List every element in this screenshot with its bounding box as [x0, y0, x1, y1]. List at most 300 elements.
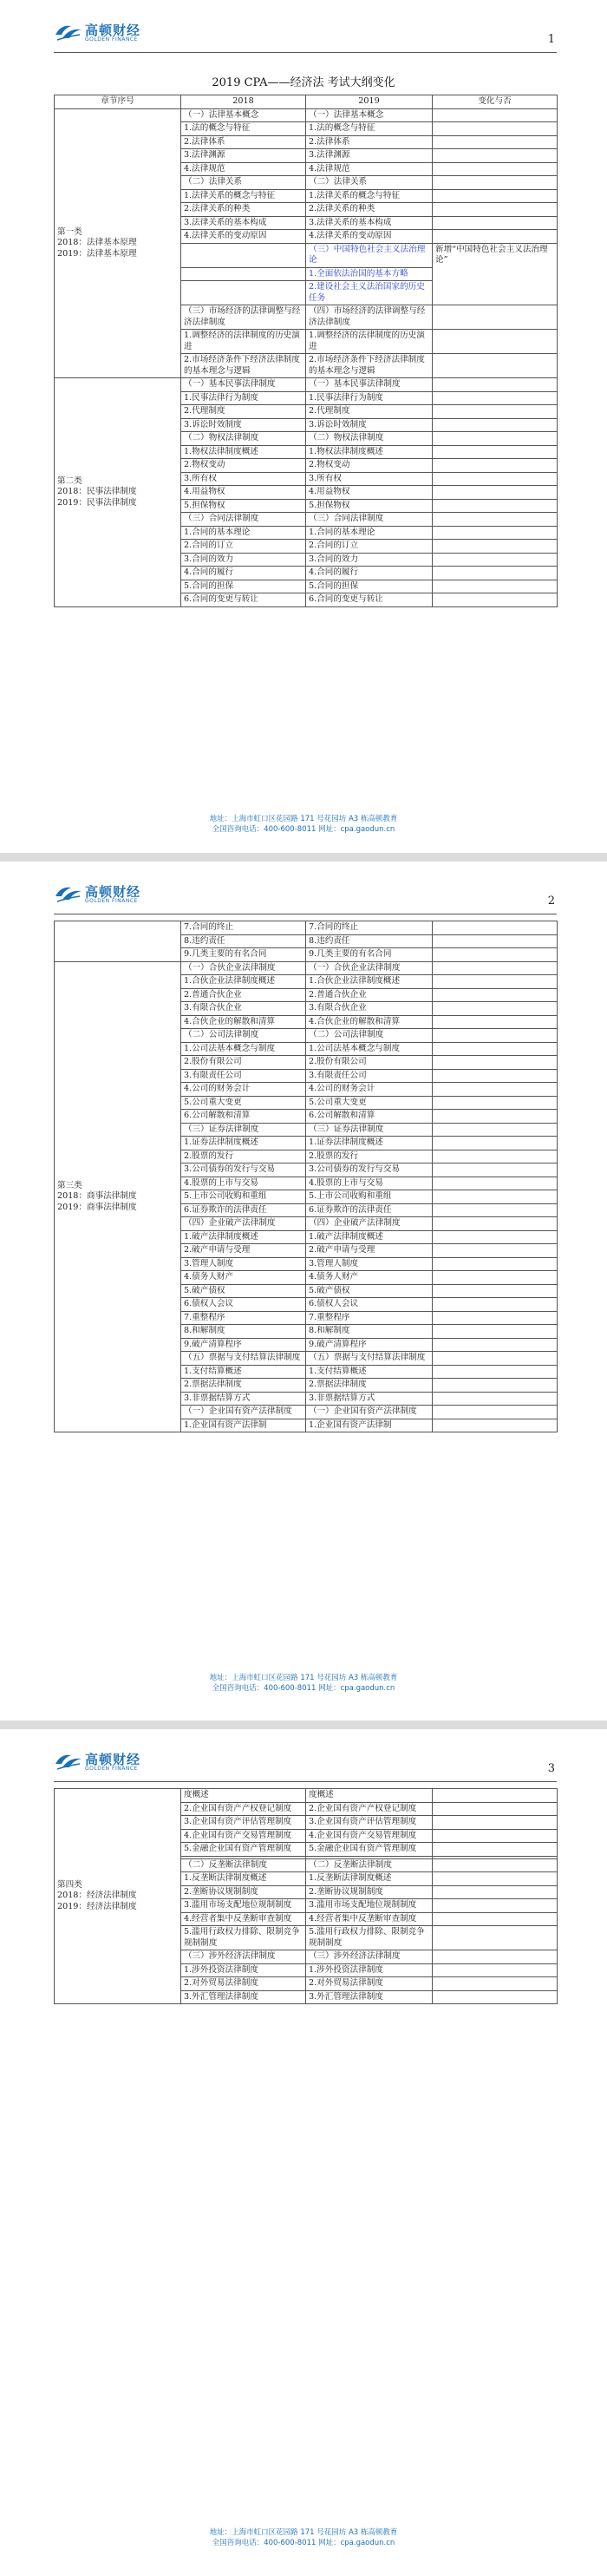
syllabus-2018-cell: 度概述 — [181, 1789, 306, 1803]
syllabus-2019-cell: 8.和解制度 — [306, 1325, 433, 1339]
change-cell — [433, 1002, 558, 1016]
change-cell — [433, 1137, 558, 1150]
change-cell — [433, 305, 558, 330]
syllabus-2018-cell: 4.合同的履行 — [181, 567, 306, 580]
syllabus-2019-cell: 1.支付结算概述 — [306, 1365, 433, 1379]
syllabus-2018-cell: 3.有限合伙企业 — [181, 1002, 306, 1016]
syllabus-2019-cell: 4.合伙企业的解散和清算 — [306, 1015, 433, 1029]
syllabus-2019-cell: 2.市场经济条件下经济法律制度的基本理念与逻辑 — [306, 354, 433, 378]
change-cell — [433, 472, 558, 486]
change-cell — [433, 1885, 558, 1899]
syllabus-2019-cell: 5.合同的担保 — [306, 580, 433, 593]
syllabus-2019-cell: 4.法律规范 — [306, 162, 433, 176]
page-2 — [0, 862, 607, 1721]
syllabus-2019-cell: 3.滥用市场支配地位规制制度 — [306, 1899, 433, 1913]
syllabus-2019-cell: 1.法的概念与特征 — [306, 122, 433, 136]
change-cell — [433, 1217, 558, 1231]
syllabus-2018-cell — [181, 267, 306, 281]
change-cell — [433, 162, 558, 176]
change-cell — [433, 1096, 558, 1110]
footer-address: 地址：上海市虹口区花园路 171 号花园坊 A3 栋高顿教育 — [209, 815, 398, 823]
syllabus-2018-cell: 1.反垄断法律制度概述 — [181, 1872, 306, 1886]
syllabus-2018-cell: 1.企业国有资产法律制 — [181, 1419, 306, 1432]
change-cell — [433, 1056, 558, 1070]
syllabus-2019-cell: 1.调整经济的法律制度的历史演进 — [306, 330, 433, 354]
syllabus-2019-cell: （一）法律基本概念 — [306, 108, 433, 122]
logo-icon — [54, 21, 83, 42]
syllabus-2019-cell: 2.企业国有资产产权登记制度 — [306, 1802, 433, 1816]
change-cell — [433, 122, 558, 136]
change-cell — [433, 203, 558, 217]
page-1 — [0, 0, 607, 853]
syllabus-2019-cell: 2.垄断协议规制制度 — [306, 1885, 433, 1899]
brand-name: 高顿财经 — [85, 1752, 141, 1767]
change-cell — [433, 378, 558, 392]
syllabus-2018-cell: 1.公司法基本概念与制度 — [181, 1042, 306, 1056]
syllabus-2019-cell: 6.合同的变更与转让 — [306, 593, 433, 607]
syllabus-2018-cell: 2.市场经济条件下经济法律制度的基本理念与逻辑 — [181, 354, 306, 378]
syllabus-2018-cell: （三）涉外经济法律制度 — [181, 1950, 306, 1964]
brand-logo — [54, 19, 175, 50]
syllabus-2019-cell: 1.反垄断法律制度概述 — [306, 1872, 433, 1886]
syllabus-2018-cell: 2.股票的发行 — [181, 1150, 306, 1163]
change-cell — [433, 961, 558, 975]
syllabus-2019-cell: 5.金融企业国有资产管理制度 — [306, 1843, 433, 1857]
syllabus-2019-cell: 3.法律关系的基本构成 — [306, 216, 433, 230]
syllabus-2019-cell: （四）市场经济的法律调整与经济法律制度 — [306, 305, 433, 330]
page-footer — [0, 2527, 607, 2548]
syllabus-2019-cell: 1.合同的基本理论 — [306, 526, 433, 540]
change-cell — [433, 1406, 558, 1419]
syllabus-2019-cell: （三）合同法律制度 — [306, 513, 433, 527]
chapter-cell: 第一类 2018：法律基本原理 2019：法律基本原理 — [55, 108, 181, 378]
syllabus-2018-cell: （三）合同法律制度 — [181, 513, 306, 527]
syllabus-2018-cell — [181, 243, 306, 267]
syllabus-2019-cell: 3.有限责任公司 — [306, 1069, 433, 1083]
column-header: 变化与否 — [433, 95, 558, 109]
syllabus-2019-cell: 2.对外贸易法律制度 — [306, 1977, 433, 1991]
syllabus-2019-cell: 4.用益物权 — [306, 486, 433, 500]
column-header: 章节序号 — [55, 95, 181, 109]
syllabus-2018-cell: 2.企业国有资产产权登记制度 — [181, 1802, 306, 1816]
change-cell — [433, 1379, 558, 1393]
syllabus-2018-cell: 2.破产申请与受理 — [181, 1244, 306, 1258]
syllabus-2018-cell: （四）企业破产法律制度 — [181, 1217, 306, 1231]
syllabus-2018-cell: 4.法律规范 — [181, 162, 306, 176]
change-cell — [433, 1190, 558, 1204]
change-cell — [433, 445, 558, 459]
change-cell — [433, 1083, 558, 1097]
syllabus-2018-cell: 5.金融企业国有资产管理制度 — [181, 1843, 306, 1857]
syllabus-2019-cell: 3.外汇管理法律制度 — [306, 1990, 433, 2004]
syllabus-2018-cell: 2.普通合伙企业 — [181, 988, 306, 1002]
syllabus-table — [54, 95, 558, 607]
syllabus-2019-cell: 2.票据法律制度 — [306, 1379, 433, 1393]
syllabus-2019-cell: 1.涉外投资法律制度 — [306, 1963, 433, 1977]
page-number: 1 — [547, 33, 555, 46]
brand-name: 高顿财经 — [85, 23, 141, 38]
syllabus-2019-cell: 1.法律关系的概念与特征 — [306, 189, 433, 203]
table-row — [55, 378, 558, 392]
change-cell — [433, 499, 558, 513]
syllabus-2019-cell: 2.普通合伙企业 — [306, 988, 433, 1002]
change-cell — [433, 1042, 558, 1056]
syllabus-2018-cell — [181, 281, 306, 305]
change-cell — [433, 405, 558, 419]
syllabus-2018-cell: （二）反垄断法律制度 — [181, 1858, 306, 1872]
change-cell — [433, 1325, 558, 1339]
syllabus-2018-cell: 1.合伙企业法律制度概述 — [181, 975, 306, 989]
table-row — [55, 108, 558, 122]
change-cell — [433, 230, 558, 244]
column-header: 2018 — [181, 95, 306, 109]
syllabus-2018-cell: 5.合同的担保 — [181, 580, 306, 593]
footer-contact: 全国咨询电话：400-600-8011 网址：cpa.gaodun.cn — [212, 1684, 395, 1693]
syllabus-2019-cell: 2.法律关系的种类 — [306, 203, 433, 217]
change-cell — [433, 1271, 558, 1285]
brand-name-en: GOLDEN FINANCE — [85, 36, 138, 43]
syllabus-2019-cell: 3.所有权 — [306, 472, 433, 486]
syllabus-2018-cell: 4.用益物权 — [181, 486, 306, 500]
change-cell — [433, 1858, 558, 1872]
syllabus-2018-cell: 5.滥用行政权力排除、限制竞争规制制度 — [181, 1926, 306, 1950]
change-cell — [433, 1244, 558, 1258]
brand-name-en: GOLDEN FINANCE — [85, 1766, 138, 1772]
syllabus-2018-cell: 3.公司债券的发行与交易 — [181, 1163, 306, 1177]
syllabus-2018-cell: 3.诉讼时效制度 — [181, 418, 306, 432]
syllabus-2019-cell: 3.非票据结算方式 — [306, 1392, 433, 1406]
change-cell — [433, 418, 558, 432]
change-cell — [433, 934, 558, 948]
syllabus-2019-cell: 3.管理人制度 — [306, 1257, 433, 1271]
syllabus-2019-cell: （四）企业破产法律制度 — [306, 1217, 433, 1231]
syllabus-2019-cell: 4.法律关系的变动原因 — [306, 230, 433, 244]
syllabus-2018-cell: 3.法律渊源 — [181, 149, 306, 163]
syllabus-2018-cell: 5.上市公司收购和重组 — [181, 1190, 306, 1204]
syllabus-2018-cell: 1.证券法律制度概述 — [181, 1137, 306, 1150]
syllabus-2018-cell: 4.债务人财产 — [181, 1271, 306, 1285]
syllabus-2018-cell: 8.和解制度 — [181, 1325, 306, 1339]
syllabus-2018-cell: 2.法律体系 — [181, 135, 306, 149]
change-cell — [433, 1419, 558, 1432]
syllabus-2019-cell: 5.滥用行政权力排除、限制竞争规制制度 — [306, 1926, 433, 1950]
change-cell — [433, 1990, 558, 2004]
change-cell — [433, 216, 558, 230]
page-number: 3 — [547, 1762, 555, 1775]
syllabus-2019-cell: （三）涉外经济法律制度 — [306, 1950, 433, 1964]
page-header — [54, 1743, 557, 1782]
page-3 — [0, 1729, 607, 2576]
syllabus-2019-cell: 4.债务人财产 — [306, 1271, 433, 1285]
syllabus-2019-cell: （二）反垄断法律制度 — [306, 1858, 433, 1872]
page-footer — [0, 1673, 607, 1694]
syllabus-2018-cell: 5.担保物权 — [181, 499, 306, 513]
syllabus-2018-cell: 1.支付结算概述 — [181, 1365, 306, 1379]
syllabus-2018-cell: 2.票据法律制度 — [181, 1379, 306, 1393]
change-cell — [433, 540, 558, 554]
syllabus-2018-cell: 3.企业国有资产评估管理制度 — [181, 1816, 306, 1830]
syllabus-2018-cell: 3.合同的效力 — [181, 553, 306, 567]
change-cell — [433, 459, 558, 473]
change-cell — [433, 1284, 558, 1298]
syllabus-2019-cell: 1.合伙企业法律制度概述 — [306, 975, 433, 989]
syllabus-table — [54, 1788, 558, 2004]
logo-icon — [54, 1750, 83, 1771]
syllabus-2019-cell: 1.破产法律制度概述 — [306, 1230, 433, 1244]
syllabus-2019-cell: 8.违约责任 — [306, 934, 433, 948]
syllabus-2019-cell: 5.上市公司收购和重组 — [306, 1190, 433, 1204]
syllabus-2019-cell: 2.股票的发行 — [306, 1150, 433, 1163]
syllabus-2018-cell: 1.物权法律制度概述 — [181, 445, 306, 459]
chapter-cell: 第二类 2018：民事法律制度 2019：民事法律制度 — [55, 378, 181, 607]
syllabus-2018-cell: （一）法律基本概念 — [181, 108, 306, 122]
syllabus-2019-cell: 1.公司法基本概念与制度 — [306, 1042, 433, 1056]
syllabus-2018-cell: （三）证券法律制度 — [181, 1123, 306, 1137]
change-cell — [433, 1392, 558, 1406]
syllabus-2019-cell: 1.民事法律行为制度 — [306, 391, 433, 405]
change-cell — [433, 486, 558, 500]
change-cell — [433, 1338, 558, 1352]
change-cell — [433, 354, 558, 378]
syllabus-2019-cell: 1.证券法律制度概述 — [306, 1137, 433, 1150]
syllabus-2018-cell: （一）企业国有资产法律制度 — [181, 1406, 306, 1419]
syllabus-2018-cell: 4.法律关系的变动原因 — [181, 230, 306, 244]
change-cell — [433, 553, 558, 567]
change-cell — [433, 1899, 558, 1913]
syllabus-2018-cell: 3.非票据结算方式 — [181, 1392, 306, 1406]
syllabus-2019-cell: 5.公司重大变更 — [306, 1096, 433, 1110]
change-cell — [433, 1977, 558, 1991]
syllabus-2018-cell: 4.合伙企业的解散和清算 — [181, 1015, 306, 1029]
change-cell — [433, 921, 558, 935]
change-cell — [433, 580, 558, 593]
syllabus-2018-cell: 5.破产债权 — [181, 1284, 306, 1298]
change-cell — [433, 391, 558, 405]
chapter-cell: 第四类 2018：经济法律制度 2019：经济法律制度 — [55, 1789, 181, 2004]
change-cell — [433, 1029, 558, 1043]
syllabus-2018-cell: 7.合同的终止 — [181, 921, 306, 935]
syllabus-2018-cell: 5.公司重大变更 — [181, 1096, 306, 1110]
syllabus-2018-cell: 2.法律关系的种类 — [181, 203, 306, 217]
brand-name: 高顿财经 — [85, 884, 141, 900]
table-row — [55, 921, 558, 935]
syllabus-2018-cell: （五）票据与支付结算法律制度 — [181, 1352, 306, 1366]
syllabus-2018-cell: 3.管理人制度 — [181, 1257, 306, 1271]
change-cell — [433, 567, 558, 580]
chapter-cell — [55, 921, 181, 962]
change-cell — [433, 948, 558, 962]
syllabus-2018-cell: 6.公司解散和清算 — [181, 1110, 306, 1124]
syllabus-2018-cell: （二）物权法律制度 — [181, 432, 306, 446]
change-cell — [433, 1177, 558, 1190]
chapter-cell: 第三类 2018：商事法律制度 2019：商事法律制度 — [55, 961, 181, 1432]
change-cell — [433, 1257, 558, 1271]
change-cell — [433, 1950, 558, 1964]
syllabus-2018-cell: 1.合同的基本理论 — [181, 526, 306, 540]
syllabus-2018-cell: 4.企业国有资产交易管理制度 — [181, 1829, 306, 1843]
syllabus-2018-cell: （二）法律关系 — [181, 176, 306, 190]
syllabus-2019-cell: 5.破产债权 — [306, 1284, 433, 1298]
syllabus-2019-cell: 4.合同的履行 — [306, 567, 433, 580]
change-cell — [433, 1843, 558, 1857]
syllabus-2018-cell: 2.垄断协议规制制度 — [181, 1885, 306, 1899]
table-row — [55, 1789, 558, 1803]
change-cell — [433, 1298, 558, 1312]
syllabus-2019-cell: 2.破产申请与受理 — [306, 1244, 433, 1258]
page-footer — [0, 814, 607, 835]
syllabus-2019-cell: 度概述 — [306, 1789, 433, 1803]
change-cell — [433, 988, 558, 1002]
syllabus-2018-cell: 2.合同的订立 — [181, 540, 306, 554]
change-cell — [433, 176, 558, 190]
change-cell — [433, 330, 558, 354]
syllabus-2018-cell: 6.债权人会议 — [181, 1298, 306, 1312]
syllabus-2019-cell: 2.法律体系 — [306, 135, 433, 149]
change-cell — [433, 1789, 558, 1803]
syllabus-2019-cell: 1.物权法律制度概述 — [306, 445, 433, 459]
syllabus-2019-cell: 4.经营者集中反垄断审查制度 — [306, 1912, 433, 1926]
change-cell — [433, 1123, 558, 1137]
change-cell — [433, 1365, 558, 1379]
logo-icon — [54, 882, 83, 903]
syllabus-2019-cell: （一）企业国有资产法律制度 — [306, 1406, 433, 1419]
syllabus-2018-cell: （二）公司法律制度 — [181, 1029, 306, 1043]
syllabus-2019-cell: （二）法律关系 — [306, 176, 433, 190]
syllabus-2019-cell: 2.合同的订立 — [306, 540, 433, 554]
syllabus-2018-cell: 9.几类主要的有名合同 — [181, 948, 306, 962]
syllabus-2018-cell: 4.经营者集中反垄断审查制度 — [181, 1912, 306, 1926]
change-cell — [433, 1110, 558, 1124]
syllabus-2019-cell: 6.证券欺诈的法律责任 — [306, 1203, 433, 1217]
syllabus-2019-cell: 3.诉讼时效制度 — [306, 418, 433, 432]
syllabus-2018-cell: 2.股份有限公司 — [181, 1056, 306, 1070]
syllabus-2019-cell: （二）公司法律制度 — [306, 1029, 433, 1043]
syllabus-2018-cell: 2.代理制度 — [181, 405, 306, 419]
syllabus-2018-cell: 8.违约责任 — [181, 934, 306, 948]
syllabus-2019-cell: 5.担保物权 — [306, 499, 433, 513]
change-cell — [433, 593, 558, 607]
change-cell — [433, 1163, 558, 1177]
syllabus-2019-cell: （五）票据与支付结算法律制度 — [306, 1352, 433, 1366]
syllabus-2018-cell: 2.物权变动 — [181, 459, 306, 473]
footer-address: 地址：上海市虹口区花园路 171 号花园坊 A3 栋高顿教育 — [209, 2528, 398, 2537]
page-header — [54, 14, 557, 53]
syllabus-2019-cell: （三）证券法律制度 — [306, 1123, 433, 1137]
change-cell — [433, 1150, 558, 1163]
syllabus-2019-cell: 4.企业国有资产交易管理制度 — [306, 1829, 433, 1843]
table-row — [55, 961, 558, 975]
change-cell — [433, 149, 558, 163]
syllabus-2018-cell: （一）基本民事法律制度 — [181, 378, 306, 392]
syllabus-2019-cell: （三）中国特色社会主义法治理论 — [306, 243, 433, 267]
syllabus-2019-cell: （一）基本民事法律制度 — [306, 378, 433, 392]
syllabus-2018-cell: 1.法律关系的概念与特征 — [181, 189, 306, 203]
syllabus-2019-cell: 3.企业国有资产评估管理制度 — [306, 1816, 433, 1830]
syllabus-2019-cell: 7.重整程序 — [306, 1311, 433, 1325]
syllabus-2018-cell: 2.对外贸易法律制度 — [181, 1977, 306, 1991]
syllabus-2019-cell: （二）物权法律制度 — [306, 432, 433, 446]
syllabus-2019-cell: 9.几类主要的有名合同 — [306, 948, 433, 962]
footer-address: 地址：上海市虹口区花园路 171 号花园坊 A3 栋高顿教育 — [209, 1674, 398, 1682]
syllabus-2019-cell: 3.法律渊源 — [306, 149, 433, 163]
change-cell — [433, 135, 558, 149]
change-cell: 新增“中国特色社会主义法治理论” — [433, 243, 558, 305]
syllabus-2019-cell: 3.公司债券的发行与交易 — [306, 1163, 433, 1177]
brand-logo — [54, 1748, 175, 1780]
document-title: 2019 CPA——经济法 考试大纲变化 — [212, 76, 395, 89]
syllabus-2019-cell: 3.有限合伙企业 — [306, 1002, 433, 1016]
syllabus-2018-cell: 3.外汇管理法律制度 — [181, 1990, 306, 2004]
syllabus-2019-cell: 4.公司的财务会计 — [306, 1083, 433, 1097]
change-cell — [433, 526, 558, 540]
syllabus-2019-cell: 2.代理制度 — [306, 405, 433, 419]
syllabus-2018-cell: 1.民事法律行为制度 — [181, 391, 306, 405]
change-cell — [433, 1802, 558, 1816]
change-cell — [433, 1230, 558, 1244]
syllabus-table — [54, 921, 558, 1432]
syllabus-2018-cell: 3.有限责任公司 — [181, 1069, 306, 1083]
change-cell — [433, 432, 558, 446]
syllabus-2018-cell: 7.重整程序 — [181, 1311, 306, 1325]
change-cell — [433, 1015, 558, 1029]
syllabus-2018-cell: 3.滥用市场支配地位规制制度 — [181, 1899, 306, 1913]
syllabus-2019-cell: 2.股份有限公司 — [306, 1056, 433, 1070]
syllabus-2018-cell: （一）合伙企业法律制度 — [181, 961, 306, 975]
syllabus-2019-cell: 6.债权人会议 — [306, 1298, 433, 1312]
brand-logo — [54, 881, 175, 912]
syllabus-2018-cell: 6.合同的变更与转让 — [181, 593, 306, 607]
syllabus-2018-cell: 4.公司的财务会计 — [181, 1083, 306, 1097]
syllabus-2019-cell: 4.股票的上市与交易 — [306, 1177, 433, 1190]
syllabus-2018-cell: 1.调整经济的法律制度的历史演进 — [181, 330, 306, 354]
syllabus-2019-cell: 7.合同的终止 — [306, 921, 433, 935]
syllabus-2019-cell: 6.公司解散和清算 — [306, 1110, 433, 1124]
change-cell — [433, 1912, 558, 1926]
syllabus-2019-cell: 2.物权变动 — [306, 459, 433, 473]
change-cell — [433, 1203, 558, 1217]
syllabus-2019-cell: （一）合伙企业法律制度 — [306, 961, 433, 975]
change-cell — [433, 1926, 558, 1950]
footer-contact: 全国咨询电话：400-600-8011 网址：cpa.gaodun.cn — [212, 825, 395, 834]
syllabus-2019-cell: 2.建设社会主义法治国家的历史任务 — [306, 281, 433, 305]
footer-contact: 全国咨询电话：400-600-8011 网址：cpa.gaodun.cn — [212, 2539, 395, 2547]
syllabus-2018-cell: 4.股票的上市与交易 — [181, 1177, 306, 1190]
change-cell — [433, 1311, 558, 1325]
syllabus-2019-cell: 3.合同的效力 — [306, 553, 433, 567]
change-cell — [433, 975, 558, 989]
syllabus-2018-cell: 1.破产法律制度概述 — [181, 1230, 306, 1244]
syllabus-2018-cell: 3.所有权 — [181, 472, 306, 486]
syllabus-2018-cell: 9.破产清算程序 — [181, 1338, 306, 1352]
change-cell — [433, 1069, 558, 1083]
change-cell — [433, 1963, 558, 1977]
change-cell — [433, 1829, 558, 1843]
page-header — [54, 875, 557, 914]
syllabus-2018-cell: 1.涉外投资法律制度 — [181, 1963, 306, 1977]
column-header: 2019 — [306, 95, 433, 109]
change-cell — [433, 513, 558, 527]
change-cell — [433, 189, 558, 203]
syllabus-2018-cell: （三）市场经济的法律调整与经济法律制度 — [181, 305, 306, 330]
page-number: 2 — [547, 895, 555, 908]
table-header-row — [55, 95, 558, 109]
change-cell — [433, 1816, 558, 1830]
syllabus-2018-cell: 3.法律关系的基本构成 — [181, 216, 306, 230]
change-cell — [433, 1352, 558, 1366]
syllabus-2019-cell: 1.全面依法治国的基本方略 — [306, 267, 433, 281]
syllabus-2018-cell: 1.法的概念与特征 — [181, 122, 306, 136]
syllabus-2019-cell: 9.破产清算程序 — [306, 1338, 433, 1352]
